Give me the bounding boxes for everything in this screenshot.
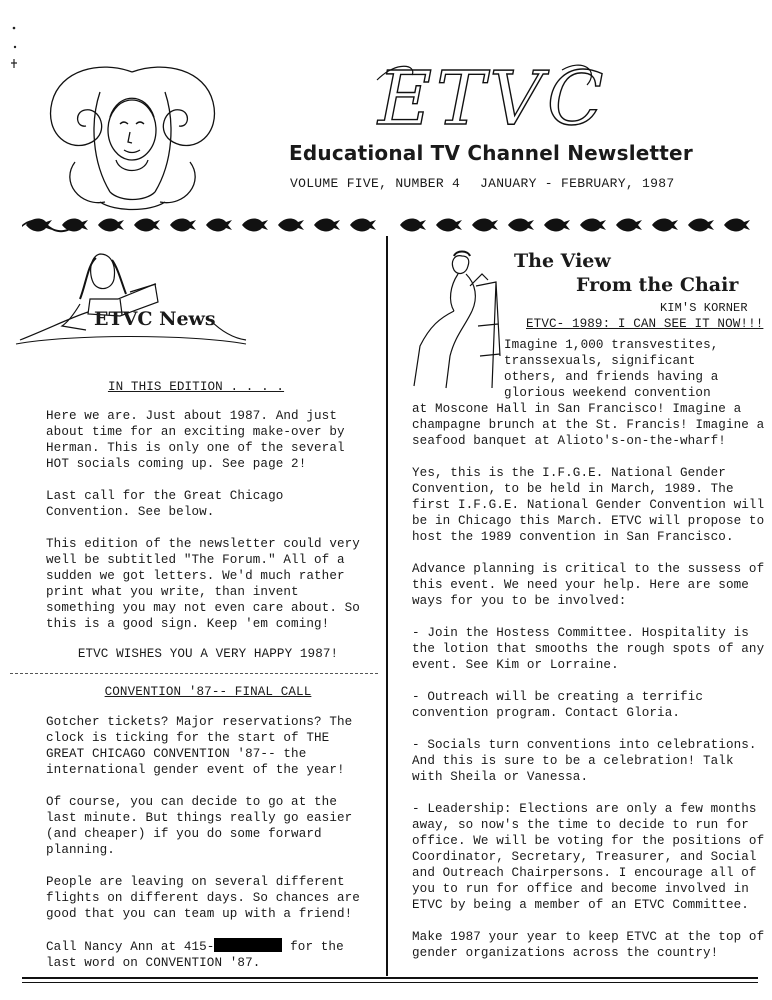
edition-paragraph: This edition of the newsletter could very well be subtitled "The Forum." All of a sudden we got letters. We'd much rather print what you write, than invent something you may not even care about. So this is a good sign. Keep 'em coming! <box>46 537 360 631</box>
intro-continuation: at Moscone Hall in San Francisco! Imagine a champagne brunch at the St. Francis! Imagine a seafood banquet at Alioto's-on-the-wharf! <box>412 402 765 448</box>
contact-suffix: for the last word on CONVENTION '87. <box>46 940 344 970</box>
section-separator <box>10 673 378 674</box>
contact-prefix: Call Nancy Ann at 415- <box>46 940 215 954</box>
bottom-rule-inner <box>22 982 758 983</box>
happy-new-year-message: ETVC WISHES YOU A VERY HAPPY 1987! <box>77 647 339 661</box>
ornament-border <box>22 214 756 236</box>
ornamental-divider <box>22 214 756 236</box>
bottom-rule <box>22 977 758 979</box>
kims-korner-label: KIM'S KORNER <box>660 301 748 315</box>
left-column <box>0 236 384 976</box>
view-title-line1: The View <box>514 250 611 272</box>
edition-content <box>46 408 370 662</box>
etvc-news-title: ETVC News <box>94 308 216 330</box>
etvc-logo: ETVC <box>378 56 608 142</box>
involvement-item: - Leadership: Elections are only a few months away, so now's the time to decide to run for office. We will be voting for the positions of Coordinator, Secretary, Treasurer, and Social and Outreach Chairpersons. I encourage all of you to run for office and become involved in ETVC by being a member of an ETVC Committee. <box>412 802 765 912</box>
redacted-phone <box>214 938 282 952</box>
convention-paragraph: Gotcher tickets? Major reservations? The clock is ticking for the start of THE GREAT CHICAGO CONVENTION '87-- the international gender event of the year! <box>46 715 353 777</box>
convention-1989-subheading: ETVC- 1989: I CAN SEE IT NOW!!! <box>526 317 764 331</box>
woman-on-chair-illustration <box>410 246 505 396</box>
involvement-item: - Outreach will be creating a terrific convention program. Contact Gloria. <box>412 690 703 720</box>
body-paragraph: Advance planning is critical to the sussess of this event. We need your help. Here are some ways for you to be involved: <box>412 562 765 608</box>
intro-line: others, and friends having a <box>504 370 719 384</box>
involvement-item: - Socials turn conventions into celebrations. And this is sure to be a celebration! Talk with Sheila or Vanessa. <box>412 738 757 784</box>
convention-content <box>46 714 370 971</box>
logo-flourish <box>372 60 602 130</box>
issue-date: JANUARY - FEBRUARY, 1987 <box>480 176 675 191</box>
masthead <box>0 0 772 235</box>
view-title-line2: From the Chair <box>576 274 739 296</box>
convention-paragraph: People are leaving on several different flights on different days. So chances are good that you can team up with a friend! <box>46 875 360 921</box>
edition-heading: IN THIS EDITION . . . . <box>107 380 285 394</box>
kims-korner-body <box>412 401 768 961</box>
volume-number: VOLUME FIVE, NUMBER 4 <box>290 176 461 191</box>
contact-line <box>46 938 370 971</box>
closing-paragraph: Make 1987 your year to keep ETVC at the top of gender organizations across the country! <box>412 930 765 960</box>
intro-line: Imagine 1,000 transvestites, <box>504 338 719 352</box>
involvement-item: - Join the Hostess Committee. Hospitality is the lotion that smooths the rough spots of any event. See Kim or Lorraine. <box>412 626 765 672</box>
edition-paragraph: Last call for the Great Chicago Convention. See below. <box>46 489 284 519</box>
body-paragraph: Yes, this is the I.F.G.E. National Gender Convention, to be held in March, 1989. The first I.F.G.E. National Gender Convention will be in Chicago this March. ETVC will propose to host the 1989 convention in San Francisco. <box>412 466 765 544</box>
intro-line: glorious weekend convention <box>504 386 711 400</box>
intro-wrapped-text <box>504 337 766 401</box>
convention-paragraph: Of course, you can decide to go at the last minute. But things really go easier (and cheaper) if you do some forward planning. <box>46 795 353 857</box>
intro-line: transsexuals, significant <box>504 354 696 368</box>
masthead-woman-illustration <box>40 62 225 217</box>
newsletter-title: Educational TV Channel Newsletter <box>289 141 693 165</box>
margin-marks <box>8 25 20 70</box>
edition-paragraph: Here we are. Just about 1987. And just about time for an exciting make-over by Herman. This is only one of the several HOT socials coming up. See page 2! <box>46 409 345 471</box>
right-column <box>390 236 772 976</box>
column-divider <box>386 236 388 976</box>
convention-heading: CONVENTION '87-- FINAL CALL <box>104 685 312 699</box>
